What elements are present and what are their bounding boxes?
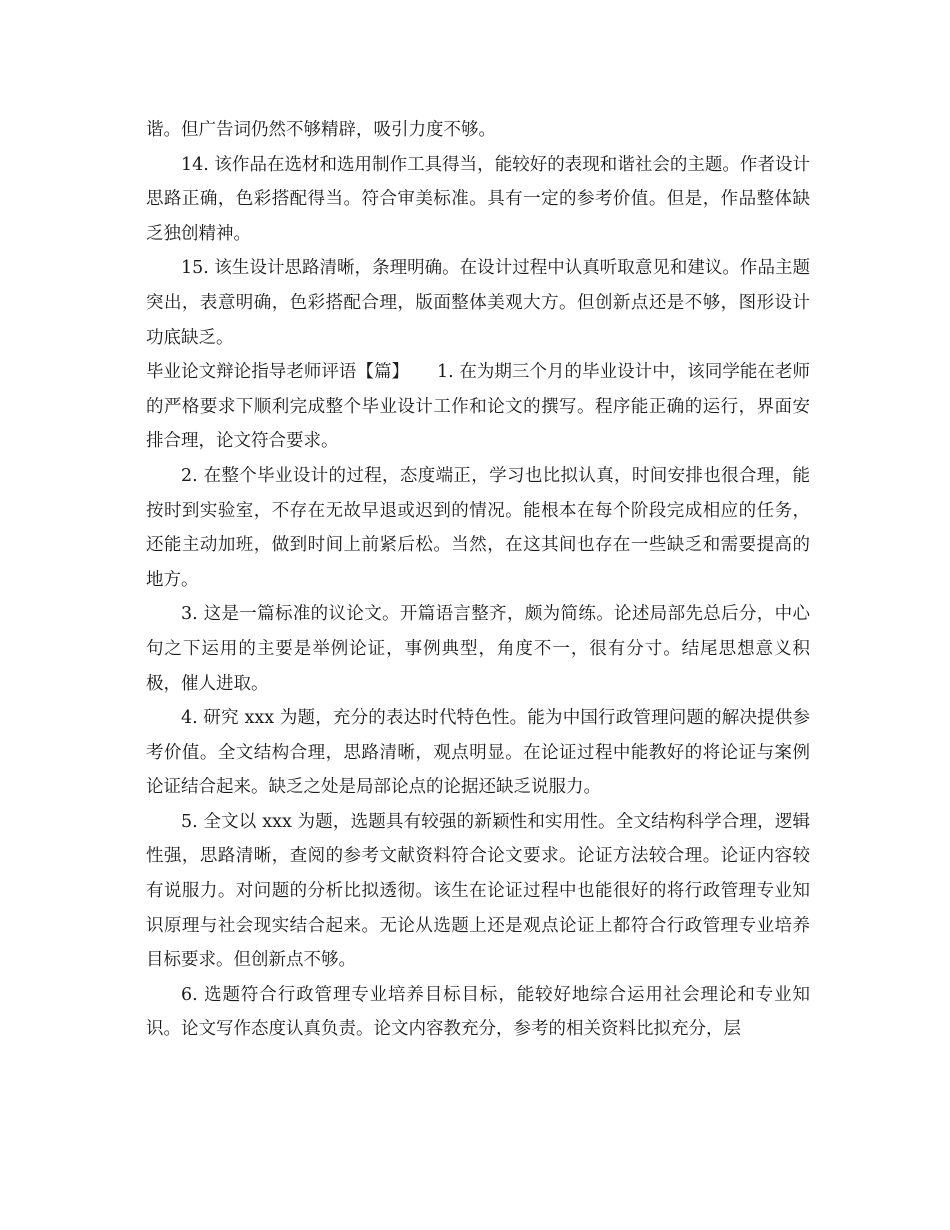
paragraph-comment-15: 15. 该生设计思路清晰，条理明确。在设计过程中认真听取意见和建议。作品主题突出，表意明确，色彩搭配合理，版面整体美观大方。但创新点还是不够，图形设计功底缺乏。 [146, 258, 810, 348]
paragraph-section-heading: 毕业论文辩论指导老师评语【篇】 1. 在为期三个月的毕业设计中，该同学能在老师的严格要求下顺利完成整个毕业设计工作和论文的撰写。程序能正确的运行，界面安排合理，论文符合要求。 [146, 362, 810, 452]
document-body [146, 113, 810, 1047]
paragraph-comment-14: 14. 该作品在选材和选用制作工具得当，能较好的表现和谐社会的主题。作者设计思路正确，色彩搭配得当。符合审美标准。具有一定的参考价值。但是，作品整体缺乏独创精神。 [146, 154, 810, 244]
paragraph-comment-2: 2. 在整个毕业设计的过程，态度端正，学习也比拟认真，时间安排也很合理，能按时到实验室，不存在无故早退或迟到的情况。能根本在每个阶段完成相应的任务，还能主动加班，做到时间上前紧后松。当然，在这其间也存在一些缺乏和需要提高的地方。 [146, 465, 810, 590]
paragraph-comment-3: 3. 这是一篇标准的议论文。开篇语言整齐，颇为简练。论述局部先总后分，中心句之下运用的主要是举例论证，事例典型，角度不一，很有分寸。结尾思想意义积极，催人进取。 [146, 604, 810, 694]
paragraph-comment-5: 5. 全文以 xxx 为题，选题具有较强的新颖性和实用性。全文结构科学合理，逻辑性强，思路清晰，查阅的参考文献资料符合论文要求。论证方法较合理。论证内容较有说服力。对问题的分析比拟透彻。该生在论证过程中也能很好的将行政管理专业知识原理与社会现实结合起来。无论从选题上还是观点论证上都符合行政管理专业培养目标要求。但创新点不够。 [146, 811, 810, 971]
paragraph-comment-6: 6. 选题符合行政管理专业培养目标目标，能较好地综合运用社会理论和专业知识。论文写作态度认真负责。论文内容教充分，参考的相关资料比拟充分，层 [146, 984, 810, 1040]
paragraph-comment-4: 4. 研究 xxx 为题，充分的表达时代特色性。能为中国行政管理问题的解决提供参考价值。全文结构合理，思路清晰，观点明显。在论证过程中能教好的将论证与案例论证结合起来。缺乏之处是局部论点的论据还缺乏说服力。 [146, 708, 810, 798]
paragraph-continuation: 谐。但广告词仍然不够精辟，吸引力度不够。 [146, 120, 496, 140]
